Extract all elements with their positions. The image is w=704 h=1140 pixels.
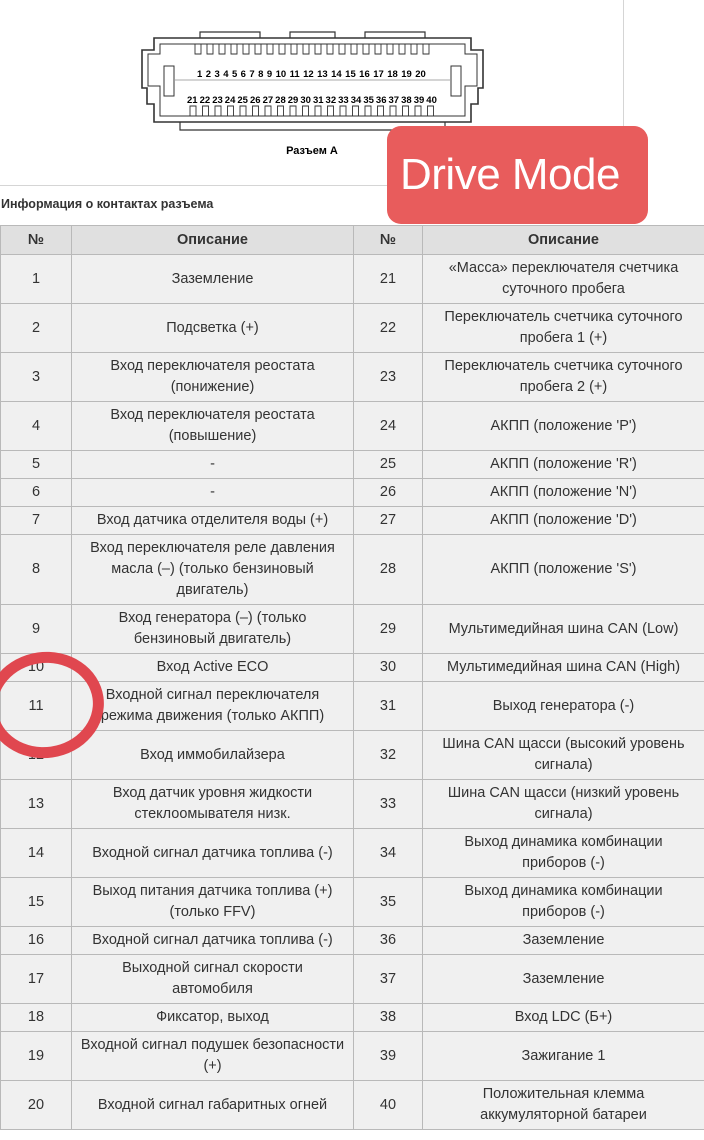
table-row bbox=[1, 255, 704, 304]
table-row bbox=[1, 1004, 704, 1032]
pin-number-cell: 7 bbox=[1, 507, 72, 535]
pin-number: 9 bbox=[266, 69, 273, 80]
table-row bbox=[1, 1081, 704, 1130]
pin-number-cell: 22 bbox=[354, 304, 423, 353]
pin-description-cell: АКПП (положение 'R') bbox=[423, 451, 704, 479]
pin-number: 26 bbox=[249, 95, 261, 106]
pin-description-cell: «Масса» переключателя счетчика суточного пробега bbox=[423, 255, 704, 304]
pin-number-cell: 20 bbox=[1, 1081, 72, 1130]
pin-description-cell: Входной сигнал подушек безопасности (+) bbox=[72, 1032, 354, 1081]
pin-number: 12 bbox=[303, 69, 314, 80]
pin-description-cell: - bbox=[72, 479, 354, 507]
pin-number-cell: 21 bbox=[354, 255, 423, 304]
pin-number: 2 bbox=[205, 69, 212, 80]
pin-number-cell: 24 bbox=[354, 402, 423, 451]
table-row bbox=[1, 304, 704, 353]
pin-number-cell: 35 bbox=[354, 878, 423, 927]
pin-number: 31 bbox=[312, 95, 324, 106]
pin-description-cell: Входной сигнал габаритных огней bbox=[72, 1081, 354, 1130]
pin-description-cell: Положительная клемма аккумуляторной батареи bbox=[423, 1081, 704, 1130]
table-row bbox=[1, 451, 704, 479]
header-number: № bbox=[1, 226, 72, 255]
pin-number-cell: 15 bbox=[1, 878, 72, 927]
pin-description-cell: Шина CAN щасси (низкий уровень сигнала) bbox=[423, 780, 704, 829]
pin-number: 40 bbox=[426, 95, 437, 106]
pin-numbers-top bbox=[197, 69, 426, 80]
table-body bbox=[1, 255, 704, 1130]
pin-description-cell: Выход генератора (-) bbox=[423, 682, 704, 731]
drive-mode-badge bbox=[387, 126, 648, 224]
pin-number-cell: 28 bbox=[354, 535, 423, 605]
pin-number-cell: 29 bbox=[354, 605, 423, 654]
pin-number: 16 bbox=[359, 69, 370, 80]
table-row bbox=[1, 479, 704, 507]
pin-number-cell: 32 bbox=[354, 731, 423, 780]
table-row bbox=[1, 353, 704, 402]
pin-number: 6 bbox=[240, 69, 246, 80]
pin-description-cell: Входной сигнал датчика топлива (-) bbox=[72, 927, 354, 955]
pin-number-cell: 1 bbox=[1, 255, 72, 304]
pin-description-cell: Вход Active ECO bbox=[72, 654, 354, 682]
pin-number: 39 bbox=[413, 95, 425, 106]
pin-description-cell: АКПП (положение 'D') bbox=[423, 507, 704, 535]
pin-number: 28 bbox=[275, 95, 286, 106]
pin-number: 7 bbox=[249, 69, 255, 80]
pin-number-cell: 23 bbox=[354, 353, 423, 402]
pin-number-cell: 4 bbox=[1, 402, 72, 451]
pin-number-cell: 13 bbox=[1, 780, 72, 829]
pin-number-cell: 40 bbox=[354, 1081, 423, 1130]
pin-description-cell: Выход динамика комбинации приборов (-) bbox=[423, 878, 704, 927]
table-row bbox=[1, 654, 704, 682]
pin-number-cell: 30 bbox=[354, 654, 423, 682]
pin-number: 11 bbox=[289, 69, 300, 80]
pin-description-cell: Вход иммобилайзера bbox=[72, 731, 354, 780]
pin-description-cell: Входной сигнал датчика топлива (-) bbox=[72, 829, 354, 878]
pin-number-cell: 2 bbox=[1, 304, 72, 353]
pin-number: 3 bbox=[214, 69, 220, 80]
table-row bbox=[1, 955, 704, 1004]
pin-number: 4 bbox=[223, 69, 229, 80]
drive-mode-label: Drive Mode bbox=[400, 150, 620, 199]
pin-number: 18 bbox=[387, 69, 398, 80]
pin-number: 10 bbox=[275, 69, 287, 80]
pin-number: 33 bbox=[338, 95, 349, 106]
pin-description-cell: Заземление bbox=[423, 927, 704, 955]
connector-caption: Разъем А bbox=[286, 145, 338, 157]
pin-description-cell: Шина CAN щасси (высокий уровень сигнала) bbox=[423, 731, 704, 780]
pin-number: 29 bbox=[287, 95, 299, 106]
pin-number: 1 bbox=[197, 69, 203, 80]
pin-number: 15 bbox=[345, 69, 356, 80]
table-header-row bbox=[1, 226, 704, 255]
header-description-2: Описание bbox=[423, 226, 704, 255]
table-row bbox=[1, 402, 704, 451]
pin-number: 27 bbox=[262, 95, 274, 106]
table-row bbox=[1, 731, 704, 780]
pin-description-cell: АКПП (положение 'N') bbox=[423, 479, 704, 507]
pin-description-cell: Переключатель счетчика суточного пробега 2 (+) bbox=[423, 353, 704, 402]
pin-number: 25 bbox=[237, 95, 248, 106]
pin-number: 30 bbox=[300, 95, 311, 106]
pin-number: 38 bbox=[401, 95, 412, 106]
pin-number: 24 bbox=[224, 95, 236, 106]
pin-description-cell: Входной сигнал переключателя режима движения (только АКПП) bbox=[72, 682, 354, 731]
pin-number-cell: 36 bbox=[354, 927, 423, 955]
pin-number: 22 bbox=[199, 95, 211, 106]
pin-number: 35 bbox=[363, 95, 374, 106]
pin-description-cell: Вход LDC (Б+) bbox=[423, 1004, 704, 1032]
table-row bbox=[1, 682, 704, 731]
pin-number: 8 bbox=[258, 69, 264, 80]
pin-number-cell: 8 bbox=[1, 535, 72, 605]
pin-description-cell: Выход питания датчика топлива (+) (только FFV) bbox=[72, 878, 354, 927]
pin-number-cell: 37 bbox=[354, 955, 423, 1004]
pin-number-cell: 26 bbox=[354, 479, 423, 507]
pin-description-cell: Мультимедийная шина CAN (Low) bbox=[423, 605, 704, 654]
pin-number-cell: 6 bbox=[1, 479, 72, 507]
connector-diagram bbox=[140, 30, 485, 132]
pin-number-cell: 17 bbox=[1, 955, 72, 1004]
table-row bbox=[1, 605, 704, 654]
pin-number: 20 bbox=[415, 69, 426, 80]
pin-description-cell: Фиксатор, выход bbox=[72, 1004, 354, 1032]
pin-number: 32 bbox=[325, 95, 337, 106]
pin-number: 13 bbox=[317, 69, 328, 80]
pin-number: 37 bbox=[388, 95, 400, 106]
pin-number: 36 bbox=[375, 95, 387, 106]
pin-description-cell: Заземление bbox=[423, 955, 704, 1004]
pin-description-cell: Вход переключателя реостата (понижение) bbox=[72, 353, 354, 402]
pin-numbers-bottom bbox=[187, 95, 437, 106]
pin-number: 21 bbox=[187, 95, 198, 106]
table-row bbox=[1, 780, 704, 829]
pin-number: 17 bbox=[373, 69, 384, 80]
table-row bbox=[1, 829, 704, 878]
pin-number-cell: 27 bbox=[354, 507, 423, 535]
header-description: Описание bbox=[72, 226, 354, 255]
pin-number-cell: 12 bbox=[1, 731, 72, 780]
pin-number-cell: 39 bbox=[354, 1032, 423, 1081]
pin-number: 14 bbox=[331, 69, 342, 80]
pin-number-cell: 5 bbox=[1, 451, 72, 479]
table-row bbox=[1, 878, 704, 927]
pin-number-cell: 16 bbox=[1, 927, 72, 955]
pin-description-cell: Вход переключателя реостата (повышение) bbox=[72, 402, 354, 451]
pin-description-cell: Выход динамика комбинации приборов (-) bbox=[423, 829, 704, 878]
table-row bbox=[1, 507, 704, 535]
table-row bbox=[1, 535, 704, 605]
pin-description-cell: Мультимедийная шина CAN (High) bbox=[423, 654, 704, 682]
pin-table bbox=[0, 225, 704, 1130]
section-title: Информация о контактах разъема bbox=[1, 197, 214, 211]
pin-description-cell: Переключатель счетчика суточного пробега 1 (+) bbox=[423, 304, 704, 353]
pin-description-cell: АКПП (положение 'P') bbox=[423, 402, 704, 451]
pin-number-cell: 18 bbox=[1, 1004, 72, 1032]
header-number-2: № bbox=[354, 226, 423, 255]
pin-number-cell: 19 bbox=[1, 1032, 72, 1081]
pin-number-cell: 11 bbox=[1, 682, 72, 731]
pin-number: 23 bbox=[212, 95, 223, 106]
pin-number-cell: 10 bbox=[1, 654, 72, 682]
pin-description-cell: Вход датчик уровня жидкости стеклоомывателя низк. bbox=[72, 780, 354, 829]
table-row bbox=[1, 927, 704, 955]
pin-number: 5 bbox=[231, 69, 238, 80]
pin-description-cell: Подсветка (+) bbox=[72, 304, 354, 353]
pin-number-cell: 34 bbox=[354, 829, 423, 878]
pin-description-cell: АКПП (положение 'S') bbox=[423, 535, 704, 605]
pin-description-cell: Вход генератора (–) (только бензиновый двигатель) bbox=[72, 605, 354, 654]
pin-number-cell: 33 bbox=[354, 780, 423, 829]
pin-number: 34 bbox=[350, 95, 362, 106]
pin-description-cell: Заземление bbox=[72, 255, 354, 304]
pin-description-cell: Вход переключателя реле давления масла (–) (только бензиновый двигатель) bbox=[72, 535, 354, 605]
pin-number-cell: 14 bbox=[1, 829, 72, 878]
pin-description-cell: Выходной сигнал скорости автомобиля bbox=[72, 955, 354, 1004]
pin-description-cell: Зажигание 1 bbox=[423, 1032, 704, 1081]
pin-number-cell: 3 bbox=[1, 353, 72, 402]
pin-number: 19 bbox=[401, 69, 412, 80]
pin-number-cell: 38 bbox=[354, 1004, 423, 1032]
table-row bbox=[1, 1032, 704, 1081]
pin-description-cell: - bbox=[72, 451, 354, 479]
pin-description-cell: Вход датчика отделителя воды (+) bbox=[72, 507, 354, 535]
pin-number-cell: 25 bbox=[354, 451, 423, 479]
pin-number-cell: 31 bbox=[354, 682, 423, 731]
pin-number-cell: 9 bbox=[1, 605, 72, 654]
